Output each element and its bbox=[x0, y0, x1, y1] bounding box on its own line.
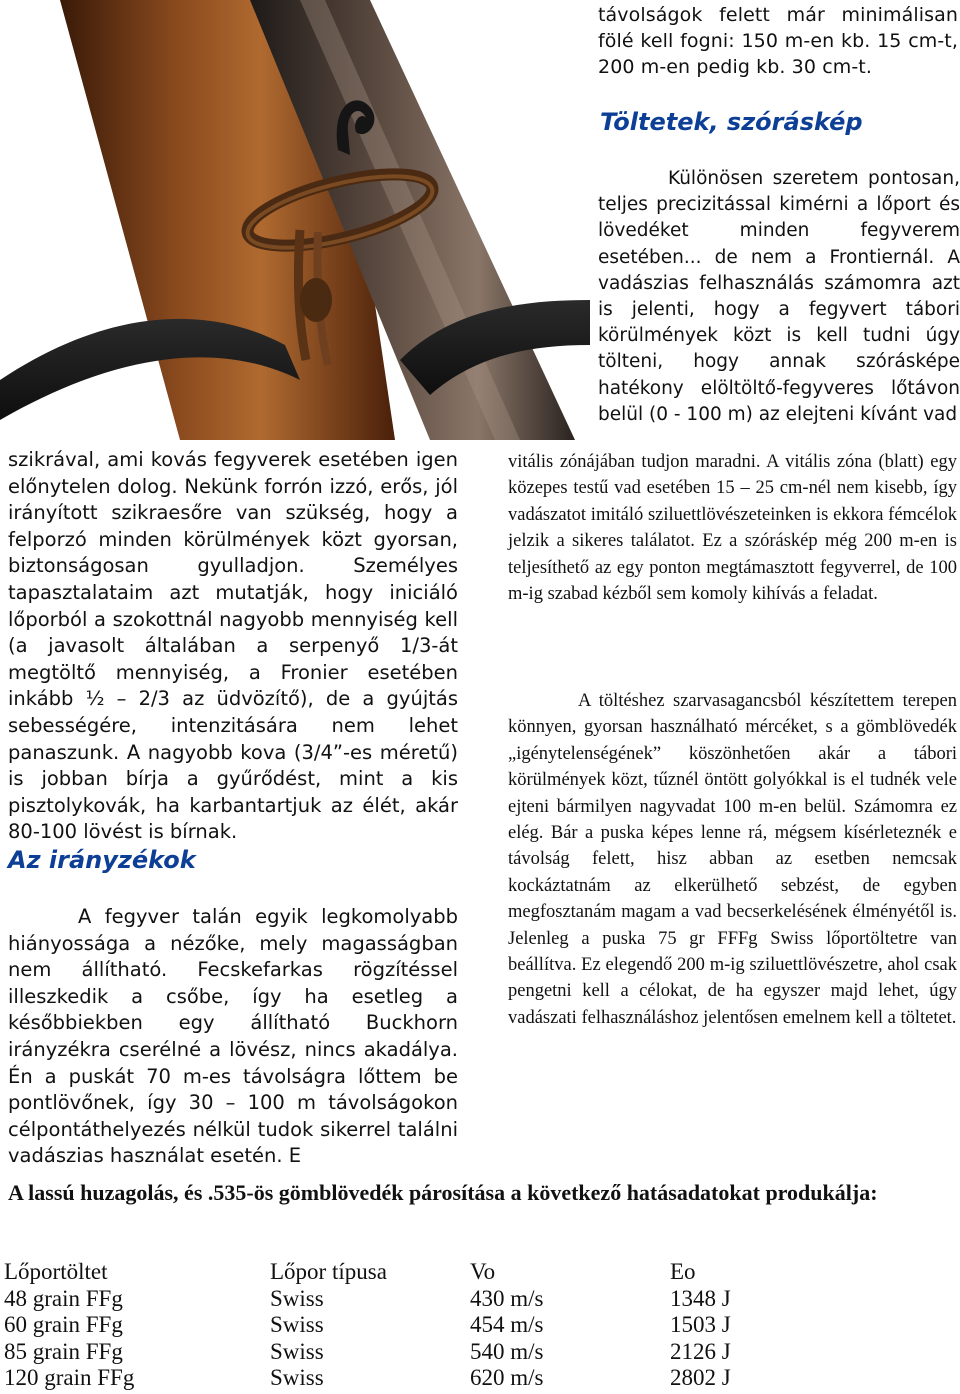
table-cell: 620 m/s bbox=[470, 1365, 544, 1391]
column-header: Vo bbox=[470, 1259, 496, 1284]
column-header: Eo bbox=[670, 1259, 696, 1284]
table-cell: 120 grain FFg bbox=[4, 1365, 135, 1391]
table-cell: 85 grain FFg bbox=[4, 1338, 123, 1364]
section-body-toltetek bbox=[598, 166, 960, 428]
table-cell: 48 grain FFg bbox=[4, 1285, 123, 1311]
column-header: Lőpor típusa bbox=[270, 1259, 387, 1284]
table-cell: 454 m/s bbox=[470, 1312, 544, 1338]
table-cell: 430 m/s bbox=[470, 1285, 544, 1311]
paragraph-text: A töltéshez szarvasagancsból készítettem terepen könnyen, gyorsan használható mércéket, s a gömblövedék „igénytelenségének” köszönhetően akár a tábori körülmények közt, tűznél öntött golyókkal is el tudnék vele ejteni bármilyen nagyvadat 100 m-en belül. Számomra ez elég. Bár a puska képes lenne rá, mégsem kísérleteznék e távolság felett, hisz abban az esetben nemcsak kockáztatnám az elkerülhető sebzést, de egyben megfosztanám magam a vad becserkelésének élményétől is. Jelenleg a puska 75 gr FFFg Swiss lőportöltetre van beállítva. Ez elegendő 200 m-ig sziluettlövészetre, ahol csak pengetni kell a célokat, de ha egyszer majd lehet, úgy vadászati felhasználáshoz jelentősen emelnem kell a töltetet. bbox=[508, 691, 957, 1028]
table-row bbox=[4, 1312, 870, 1339]
table-cell: 1503 J bbox=[670, 1312, 731, 1338]
paragraph-text: szikrával, ami kovás fegyverek esetében igen előnytelen dolog. Nekünk forrón izzó, erős, jól irányított szikraesőre van szükség, hogy a felporzó minden körülmények közt gyorsan, biztonságosan gyulladjon. Személyes tapasztalataim azt mutatják, hogy iniciáló lőporból a szokottnál nagyobb mennyiség kell (a javasolt általában a serpenyő 1/3-át megtöltő mennyiség, a Fronier esetében inkább ½ – 2/3 az üdvözítő), de a gyújtás sebességére, intenzitására nem lehet panaszunk. A nagyobb kova (3/4”-es méretű) is jobban bírja a gyűrődést, mint a kis pisztolykovák, ha karbantartjuk az élét, akár 80-100 lövést is bírnak. bbox=[8, 448, 458, 844]
right-column-text-2 bbox=[508, 688, 957, 1031]
summary-sentence: A lassú huzagolás, és .535-ös gömblövedék párosítása a következő hatásadatokat produkálja: bbox=[8, 1180, 878, 1205]
paragraph-text: Különösen szeretem pontosan, teljes precizitással kimérni a lőport és lövedéket minden fegyverem esetében... de nem a Frontiernál. A vadászias felhasználás számomra azt is jelenti, hogy a fegyvert tábori körülmények közt is kell tudni úgy tölteni, hogy annak szórásképe hatékony elöltöltő-fegyveres lőtávon belül (0 - 100 m) az elejteni kívánt vad bbox=[598, 168, 960, 425]
right-column-text-1 bbox=[508, 449, 957, 607]
table-row bbox=[4, 1365, 870, 1392]
load-data-table bbox=[4, 1259, 870, 1392]
table-cell: 60 grain FFg bbox=[4, 1312, 123, 1338]
table-cell: 2126 J bbox=[670, 1338, 731, 1364]
section-body-iranyzekok bbox=[8, 904, 458, 1170]
table-header-row bbox=[4, 1259, 870, 1286]
table-cell: Swiss bbox=[270, 1312, 324, 1338]
table-cell: 2802 J bbox=[670, 1365, 731, 1391]
table-row bbox=[4, 1339, 870, 1366]
muzzleloader-barrel-photo bbox=[0, 0, 590, 440]
paragraph-text: távolságok felett már minimálisan fölé kell fogni: 150 m-en kb. 15 cm-t, 200 m-en pedig kb. 30 cm-t. bbox=[598, 4, 958, 78]
section-heading-iranyzekok: Az irányzékok bbox=[8, 846, 196, 874]
paragraph-text: vitális zónájában tudjon maradni. A vitális zóna (blatt) egy közepes testű vad esetében 15 – 25 cm-nél nem kisebb, így vadászatot imitáló sziluettlövészeteinken is ekkora fémcélok jelzik a sikeres találatot. Ez a szóráskép még 200 m-en is teljesíthető az egy ponton megtámasztott fegyverrel, de 100 m-ig szabad kézből sem komoly kihívás a feladat. bbox=[508, 452, 957, 605]
table-cell: 540 m/s bbox=[470, 1338, 544, 1364]
rifle-photo bbox=[0, 0, 590, 440]
table-cell: Swiss bbox=[270, 1338, 324, 1364]
column-header: Lőportöltet bbox=[4, 1259, 108, 1284]
table-cell: Swiss bbox=[270, 1365, 324, 1391]
paragraph-continuation-top-right bbox=[598, 2, 958, 80]
left-column-text bbox=[8, 447, 458, 846]
table-cell: Swiss bbox=[270, 1285, 324, 1311]
table-row bbox=[4, 1286, 870, 1313]
table-cell: 1348 J bbox=[670, 1285, 731, 1311]
section-heading-toltetek: Töltetek, szóráskép bbox=[600, 108, 863, 136]
paragraph-text: A fegyver talán egyik legkomolyabb hiányossága a nézőke, mely magasságban nem állítható. Fecskefarkas rögzítéssel illeszkedik a csőbe, így ha esetleg a későbbiekben egy állítható Buckhorn irányzékra cserélné a lövész, nincs akadálya. Én a puskát 70 m-es távolságra lőttem be pontlövőnek, így 30 – 100 m távolságokon célpontáthelyezés nélkül tudok sikerrel találni vadászias használat esetén. E bbox=[8, 905, 458, 1168]
